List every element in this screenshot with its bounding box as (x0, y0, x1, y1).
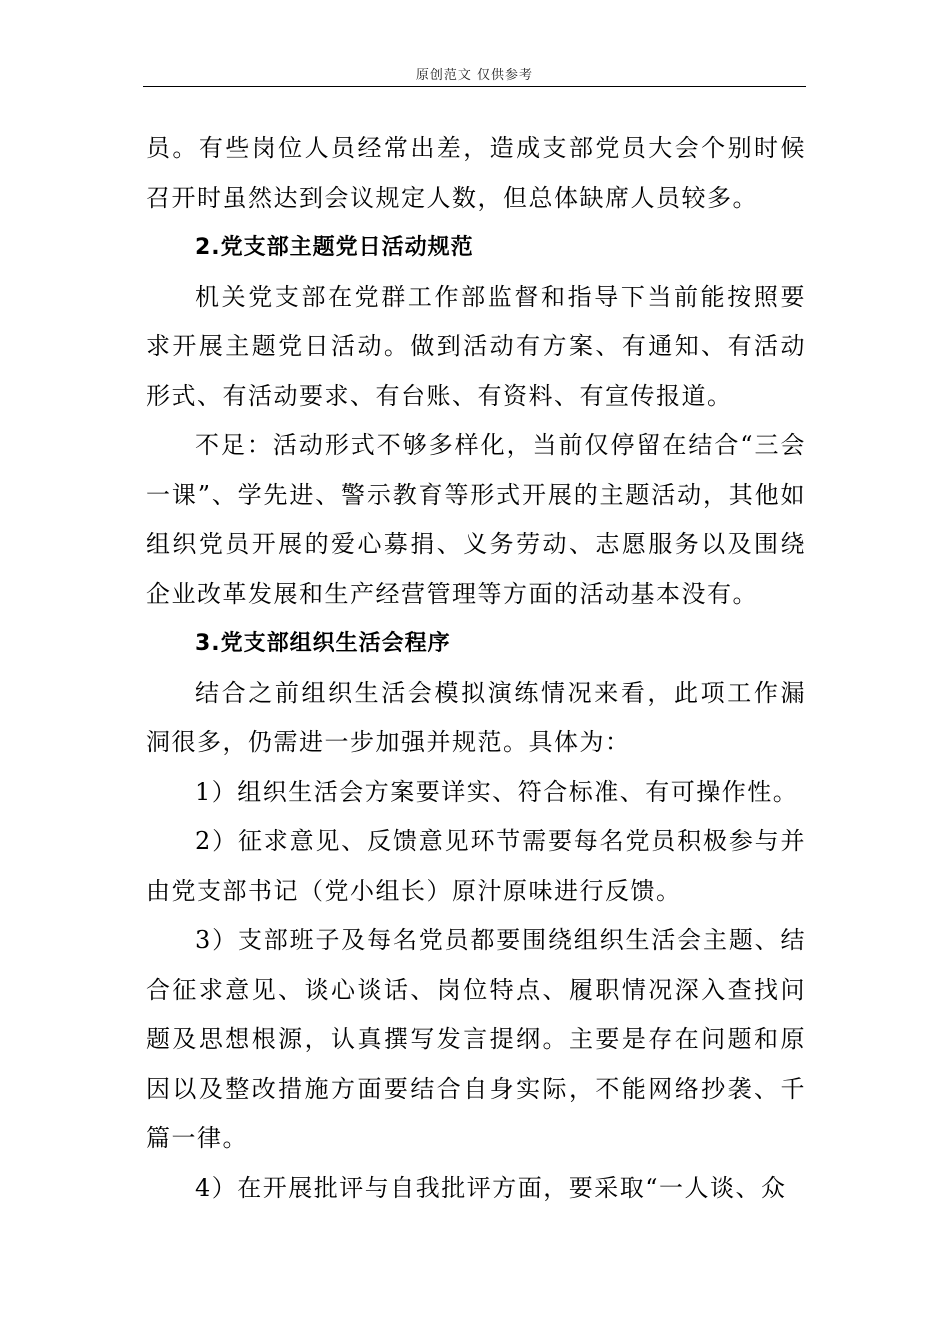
list-item-3: 3）支部班子及每名党员都要围绕组织生活会主题、结合征求意见、谈心谈话、岗位特点、履职情况深入查找问题及思想根源，认真撰写发言提纲。主要是存在问题和原因以及整改措施方面要结合自身实际，不能网络抄袭、千篇一律。 (146, 926, 806, 1152)
section-heading-2: 2.党支部主题党日活动规范 (195, 235, 474, 260)
list-item-2: 2）征求意见、反馈意见环节需要每名党员积极参与并由党支部书记（党小组长）原汁原味进行反馈。 (146, 827, 806, 905)
paragraph-theme-day: 机关党支部在党群工作部监督和指导下当前能按照要求开展主题党日活动。做到活动有方案、有通知、有活动形式、有活动要求、有台账、有资料、有宣传报道。 (146, 282, 806, 410)
paragraph-continued: 员。有些岗位人员经常出差，造成支部党员大会个别时候召开时虽然达到会议规定人数，但总体缺席人员较多。 (146, 134, 806, 212)
list-item-1: 1）组织生活会方案要详实、符合标准、有可操作性。 (195, 777, 799, 806)
header-rule (143, 86, 806, 87)
paragraph-procedure-intro: 结合之前组织生活会模拟演练情况来看，此项工作漏洞很多，仍需进一步加强并规范。具体为： (146, 678, 806, 756)
page-header: 原创范文 仅供参考 (415, 68, 534, 83)
paragraph-shortcomings: 不足：活动形式不够多样化，当前仅停留在结合“三会一课”、学先进、警示教育等形式开展的主题活动，其他如组织党员开展的爱心募捐、义务劳动、志愿服务以及围绕企业改革发展和生产经营管理等方面的活动基本没有。 (146, 431, 806, 608)
list-item-4: 4）在开展批评与自我批评方面，要采取“一人谈、众 (195, 1173, 787, 1202)
document-body (146, 124, 806, 1213)
section-heading-3: 3.党支部组织生活会程序 (195, 631, 451, 656)
